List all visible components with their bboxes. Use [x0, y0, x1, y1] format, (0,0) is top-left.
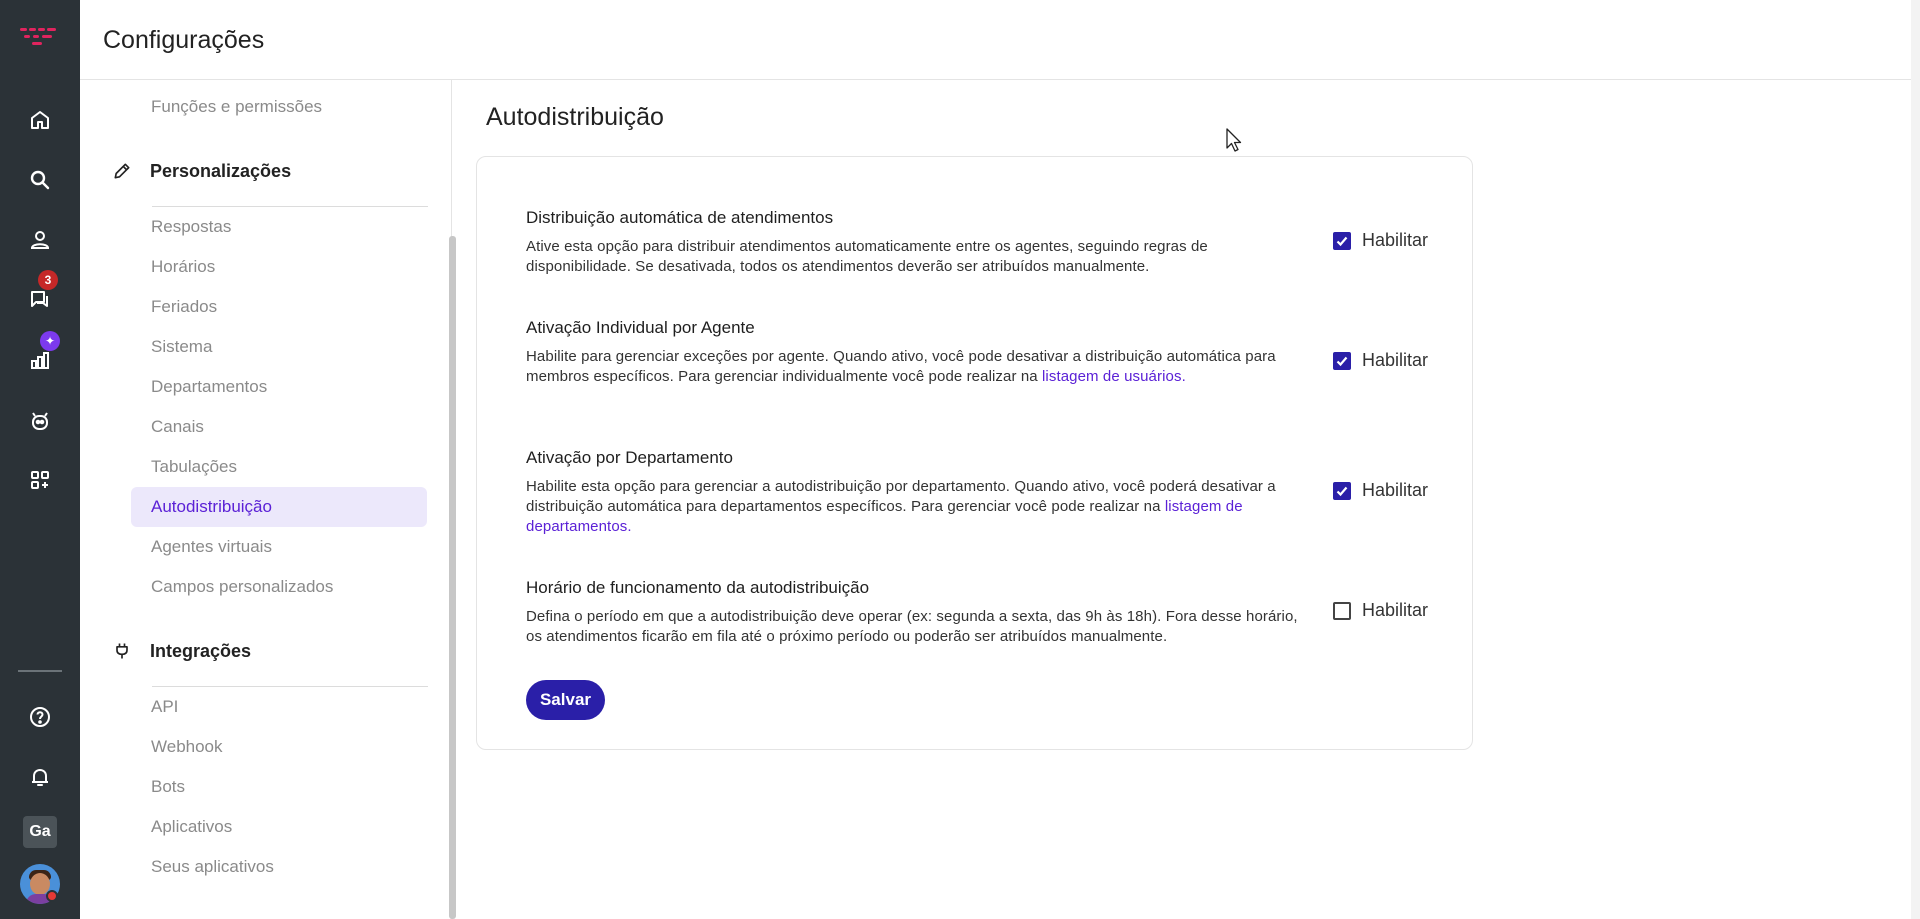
link-listagem-usuarios[interactable]: listagem de usuários. [1042, 368, 1186, 385]
setting-horario-funcionamento [526, 578, 1306, 647]
setting-ativacao-individual [526, 318, 1306, 387]
nav-item-bots[interactable]: Bots [151, 777, 186, 796]
nav-item-aplicativos[interactable]: Aplicativos [151, 817, 233, 836]
setting-description: Habilite para gerenciar exceções por agente. Quando ativo, você pode desativar a distribuição automática para membros específicos. Para gerenciar individualmente você pode realizar na listagem de usuários. [526, 348, 1276, 385]
chat-badge: 3 [38, 270, 58, 290]
sparkle-badge: ✦ [40, 331, 60, 351]
checkbox-unchecked-icon[interactable] [1333, 602, 1351, 620]
nav-item-horarios[interactable]: Horários [151, 257, 216, 276]
plug-icon [112, 641, 132, 661]
nav-item-webhook[interactable]: Webhook [151, 737, 223, 756]
setting-title: Distribuição automática de atendimentos [526, 208, 834, 227]
nav-item-campos-personalizados[interactable]: Campos personalizados [151, 577, 334, 596]
apps-icon[interactable] [20, 460, 60, 500]
setting-title: Ativação Individual por Agente [526, 318, 755, 337]
save-button[interactable]: Salvar [526, 680, 605, 720]
setting-description: Habilite esta opção para gerenciar a autodistribuição por departamento. Quando ativo, você poderá desativar a distribuição automática para departamentos específicos. Para gerenciar você pode realizar na listagem de departamentos. [526, 478, 1276, 535]
checkbox-checked-icon[interactable] [1333, 232, 1351, 250]
status-indicator [46, 890, 58, 902]
toggle-horario-funcionamento[interactable] [1333, 600, 1428, 621]
nav-item-api[interactable]: API [151, 697, 179, 716]
checkbox-label: Habilitar [1362, 350, 1429, 370]
settings-nav [80, 80, 452, 919]
setting-title: Ativação por Departamento [526, 448, 733, 467]
section-personalizacoes [112, 156, 291, 186]
link-listagem-departamentos[interactable]: listagem de departamentos. [526, 498, 1243, 535]
setting-distribuicao-automatica [526, 208, 1306, 277]
toggle-ativacao-individual[interactable] [1333, 350, 1428, 371]
toggle-distribuicao-automatica[interactable] [1333, 230, 1428, 251]
search-icon[interactable] [20, 160, 60, 200]
section-title: Integrações [150, 640, 252, 661]
pencil-icon [112, 161, 132, 181]
nav-item-respostas[interactable]: Respostas [151, 217, 232, 236]
nav-item-feriados[interactable]: Feriados [151, 297, 218, 316]
page-scrollbar[interactable] [1911, 0, 1920, 919]
autodistribution-card [476, 156, 1473, 750]
setting-title: Horário de funcionamento da autodistribuição [526, 578, 870, 597]
checkbox-checked-icon[interactable] [1333, 352, 1351, 370]
bot-icon[interactable] [20, 400, 60, 440]
nav-item-agentes-virtuais[interactable]: Agentes virtuais [151, 537, 272, 556]
nav-item-sistema[interactable]: Sistema [151, 337, 213, 356]
workspace-initials[interactable]: Ga [23, 816, 57, 848]
page-title: Configurações [103, 26, 265, 54]
mouse-cursor-icon [1226, 128, 1244, 154]
nav-item-seus-aplicativos[interactable]: Seus aplicativos [151, 857, 274, 876]
toggle-ativacao-departamento[interactable] [1333, 480, 1428, 501]
nav-item-autodistribuicao[interactable]: Autodistribuição [131, 487, 427, 527]
page-header [80, 0, 1920, 80]
left-rail [0, 0, 80, 919]
nav-item-tabulacoes[interactable]: Tabulações [151, 457, 238, 476]
section-divider [152, 686, 428, 687]
app-logo-icon[interactable] [20, 26, 60, 50]
help-icon[interactable] [20, 697, 60, 737]
rail-divider [18, 670, 62, 672]
home-icon[interactable] [20, 100, 60, 140]
nav-scrollbar[interactable] [449, 236, 456, 919]
nav-item-canais[interactable]: Canais [151, 417, 204, 436]
checkbox-label: Habilitar [1362, 230, 1429, 250]
section-integracoes [112, 636, 251, 666]
checkbox-checked-icon[interactable] [1333, 482, 1351, 500]
setting-description: Defina o período em que a autodistribuição deve operar (ex: segunda a sexta, das 9h às 18h). Fora desse horário, os atendimentos ficarão em fila até o próximo período ou poderão ser atribuídos manualmente. [526, 608, 1298, 645]
nav-item-departamentos[interactable]: Departamentos [151, 377, 268, 396]
user-icon[interactable] [20, 220, 60, 260]
setting-description: Ative esta opção para distribuir atendimentos automaticamente entre os agentes, seguindo regras de disponibilidade. Se desativada, todos os atendimentos deverão ser atribuídos manualmente. [526, 238, 1208, 275]
checkbox-label: Habilitar [1362, 600, 1429, 620]
nav-item-funcoes-permissoes[interactable]: Funções e permissões [151, 97, 323, 116]
section-heading: Autodistribuição [486, 103, 664, 131]
checkbox-label: Habilitar [1362, 480, 1429, 500]
bell-icon[interactable] [20, 757, 60, 797]
section-title: Personalizações [150, 160, 292, 181]
setting-ativacao-departamento [526, 448, 1306, 537]
